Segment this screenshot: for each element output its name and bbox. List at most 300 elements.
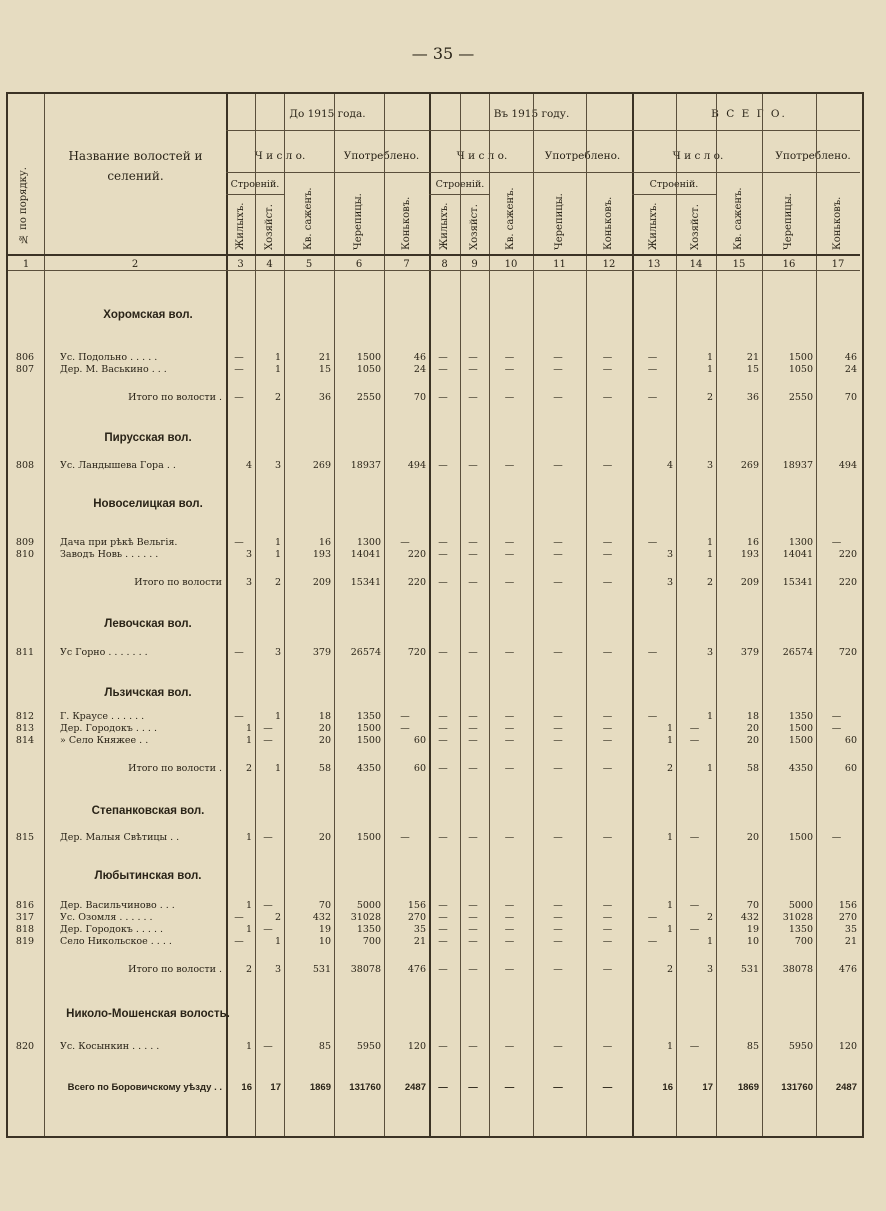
header-name-col: Название волостей и селений. <box>68 149 203 183</box>
value-cell: 1 <box>245 900 252 911</box>
value-cell: 4 <box>666 460 673 471</box>
value-cell: — <box>647 711 658 722</box>
value-cell: 18937 <box>350 460 381 471</box>
value-cell: — <box>647 364 658 375</box>
value-cell: 220 <box>407 549 426 560</box>
row-index: 317 <box>15 912 35 923</box>
subheader-zhilykh: Жилыхъ. <box>438 202 450 250</box>
row-rule <box>429 194 489 195</box>
subheader-cherepitsy: Черепицы. <box>553 193 565 250</box>
value-cell: — <box>553 964 563 975</box>
value-cell: — <box>504 723 515 734</box>
column-rule <box>489 94 490 1136</box>
value-cell: 70 <box>413 392 426 403</box>
column-rule <box>676 94 677 1136</box>
value-cell: 1 <box>274 936 281 947</box>
value-cell: 1500 <box>356 832 381 843</box>
value-cell: 35 <box>413 924 426 935</box>
value-cell: 1350 <box>788 711 813 722</box>
value-cell: — <box>602 352 613 363</box>
value-cell: — <box>689 723 700 734</box>
statistical-table <box>6 92 864 1138</box>
value-cell: — <box>602 912 613 923</box>
value-cell: 16 <box>662 1082 673 1093</box>
value-cell: — <box>602 1041 613 1052</box>
value-cell: — <box>438 392 448 403</box>
value-cell: — <box>400 537 410 548</box>
value-cell: 3 <box>706 460 713 471</box>
page-number: — 35 — <box>411 44 475 63</box>
value-cell: 1 <box>666 723 673 734</box>
column-number: 2 <box>131 259 139 270</box>
value-cell: — <box>438 832 448 843</box>
value-cell: — <box>504 1082 515 1093</box>
column-rule <box>716 94 717 1136</box>
value-cell: — <box>234 711 244 722</box>
row-index: 814 <box>15 735 35 746</box>
value-cell: 36 <box>746 392 759 403</box>
value-cell: 1 <box>706 711 713 722</box>
settlement-name: Ус Горно . . . . . . . <box>60 647 148 658</box>
value-cell: 1 <box>666 924 673 935</box>
value-cell: — <box>263 1041 273 1052</box>
district-title: Льзичская вол. <box>104 687 192 699</box>
value-cell: — <box>602 900 613 911</box>
value-cell: — <box>468 711 478 722</box>
value-cell: 20 <box>318 832 331 843</box>
settlement-name: Дер. Городокъ . . . . <box>60 723 157 734</box>
value-cell: 20 <box>746 735 759 746</box>
subheader-khozyaist: Хозяйст. <box>468 204 480 250</box>
header-chislo-3: Ч и с л о. <box>672 150 724 162</box>
subheader-cherepitsy: Черепицы. <box>353 193 364 250</box>
column-rule <box>334 94 335 1136</box>
value-cell: 60 <box>844 763 857 774</box>
value-cell: — <box>438 577 448 588</box>
value-cell: — <box>553 936 563 947</box>
district-title: Любытинская вол. <box>94 870 202 882</box>
value-cell: 1 <box>245 832 252 843</box>
value-cell: — <box>647 537 658 548</box>
value-cell: — <box>438 924 448 935</box>
value-cell: — <box>553 900 563 911</box>
value-cell: 10 <box>746 936 759 947</box>
value-cell: 14041 <box>782 549 813 560</box>
value-cell: — <box>234 936 244 947</box>
value-cell: 21 <box>746 352 759 363</box>
district-title: Степанковская вол. <box>91 805 205 817</box>
value-cell: 5950 <box>788 1041 813 1052</box>
value-cell: — <box>689 900 700 911</box>
column-number: 12 <box>602 259 616 270</box>
value-cell: 379 <box>312 647 331 658</box>
value-cell: 4350 <box>356 763 381 774</box>
value-cell: — <box>504 647 515 658</box>
value-cell: — <box>831 832 842 843</box>
row-index: 811 <box>15 647 35 658</box>
value-cell: — <box>468 647 478 658</box>
value-cell: 4 <box>245 460 252 471</box>
row-rule <box>226 194 284 195</box>
value-cell: 1 <box>706 364 713 375</box>
value-cell: 15 <box>746 364 759 375</box>
value-cell: — <box>400 832 410 843</box>
column-rule <box>460 94 461 1136</box>
value-cell: — <box>504 352 515 363</box>
value-cell: 15341 <box>782 577 813 588</box>
district-title: Хоромская вол. <box>103 309 193 321</box>
value-cell: — <box>553 460 563 471</box>
value-cell: 1500 <box>356 723 381 734</box>
column-number: 17 <box>831 259 845 270</box>
settlement-name: Итого по волости . <box>128 763 222 774</box>
subheader-khozyaist: Хозяйст. <box>263 204 275 250</box>
settlement-name: Итого по волости . <box>128 964 222 975</box>
header-chislo-2: Ч и с л о. <box>456 150 508 162</box>
value-cell: 379 <box>740 647 759 658</box>
value-cell: 1500 <box>788 735 813 746</box>
value-cell: — <box>438 735 448 746</box>
value-cell: — <box>468 924 478 935</box>
column-number: 5 <box>305 259 313 270</box>
value-cell: — <box>602 735 613 746</box>
value-cell: — <box>263 735 273 746</box>
value-cell: 1 <box>274 352 281 363</box>
value-cell: 36 <box>318 392 331 403</box>
value-cell: — <box>553 832 563 843</box>
value-cell: 24 <box>413 364 426 375</box>
value-cell: — <box>504 763 515 774</box>
value-cell: 209 <box>312 577 331 588</box>
value-cell: — <box>468 936 478 947</box>
value-cell: — <box>438 1041 448 1052</box>
value-cell: — <box>234 392 244 403</box>
value-cell: 1 <box>245 723 252 734</box>
value-cell: — <box>602 537 613 548</box>
value-cell: 269 <box>740 460 759 471</box>
value-cell: 131760 <box>781 1082 813 1093</box>
value-cell: 1 <box>706 352 713 363</box>
value-cell: — <box>602 936 613 947</box>
value-cell: — <box>504 832 515 843</box>
value-cell: 15 <box>318 364 331 375</box>
value-cell: 1500 <box>356 735 381 746</box>
value-cell: 58 <box>746 763 759 774</box>
value-cell: — <box>553 647 563 658</box>
value-cell: 21 <box>413 936 426 947</box>
value-cell: — <box>504 900 515 911</box>
value-cell: 1 <box>706 537 713 548</box>
value-cell: 1 <box>245 924 252 935</box>
value-cell: — <box>553 1082 563 1093</box>
row-index: 809 <box>15 537 35 548</box>
value-cell: 2 <box>706 577 713 588</box>
value-cell: — <box>647 352 658 363</box>
column-rule <box>44 94 45 1136</box>
value-cell: — <box>438 364 448 375</box>
value-cell: — <box>263 723 273 734</box>
column-rule <box>632 94 634 1136</box>
value-cell: 476 <box>407 964 426 975</box>
value-cell: — <box>468 1041 478 1052</box>
row-index: 820 <box>15 1041 35 1052</box>
column-number: 4 <box>266 259 273 270</box>
value-cell: 60 <box>413 763 426 774</box>
value-cell: 3 <box>245 549 252 560</box>
value-cell: — <box>647 912 658 923</box>
column-rule <box>255 94 256 1136</box>
value-cell: — <box>553 577 563 588</box>
settlement-name: Дер. Малыя Свѣтицы . . <box>60 832 180 843</box>
value-cell: — <box>468 912 478 923</box>
value-cell: 1 <box>706 936 713 947</box>
row-rule <box>226 172 860 173</box>
value-cell: — <box>504 537 515 548</box>
value-cell: — <box>438 912 448 923</box>
settlement-name: Дер. Васильчиново . . . <box>60 900 175 911</box>
value-cell: 16 <box>318 537 331 548</box>
value-cell: 2550 <box>356 392 381 403</box>
column-rule <box>429 94 431 1136</box>
value-cell: — <box>602 1082 613 1093</box>
value-cell: 120 <box>838 1041 857 1052</box>
district-title: Новоселицкая вол. <box>93 498 203 510</box>
column-number: 14 <box>689 259 703 270</box>
row-index: 816 <box>15 900 35 911</box>
value-cell: — <box>468 392 478 403</box>
value-cell: — <box>400 723 410 734</box>
column-number: 13 <box>647 259 661 270</box>
settlement-name: Ус. Озомля . . . . . . <box>60 912 153 923</box>
value-cell: 1500 <box>356 352 381 363</box>
column-rule <box>226 94 228 1136</box>
value-cell: — <box>602 460 613 471</box>
settlement-name: Ус. Ландышева Гора . . <box>60 460 176 471</box>
row-index: 815 <box>15 832 35 843</box>
value-cell: — <box>831 723 842 734</box>
value-cell: 24 <box>844 364 857 375</box>
value-cell: — <box>438 711 448 722</box>
value-cell: — <box>504 460 515 471</box>
value-cell: — <box>438 723 448 734</box>
value-cell: 85 <box>746 1041 759 1052</box>
value-cell: 1300 <box>788 537 813 548</box>
value-cell: — <box>602 832 613 843</box>
value-cell: 35 <box>844 924 857 935</box>
value-cell: 3 <box>706 964 713 975</box>
column-number: 10 <box>504 259 518 270</box>
value-cell: — <box>831 537 842 548</box>
header-stroeniy-3: Строеній. <box>649 179 699 190</box>
header-upotr-3: Употреблено. <box>775 150 851 162</box>
value-cell: — <box>504 924 515 935</box>
value-cell: 26574 <box>350 647 381 658</box>
header-upotr-2: Употреблено. <box>544 150 621 162</box>
value-cell: 2 <box>706 912 713 923</box>
column-number: 7 <box>403 259 410 270</box>
value-cell: — <box>468 723 478 734</box>
column-number: 1 <box>22 259 30 270</box>
value-cell: — <box>438 900 448 911</box>
value-cell: — <box>602 647 613 658</box>
value-cell: 60 <box>844 735 857 746</box>
value-cell: 156 <box>838 900 857 911</box>
value-cell: — <box>831 711 842 722</box>
value-cell: — <box>438 549 448 560</box>
header-upotr-1: Употреблено. <box>343 150 420 162</box>
value-cell: 1350 <box>356 711 381 722</box>
value-cell: 1350 <box>356 924 381 935</box>
value-cell: 1 <box>274 537 281 548</box>
value-cell: 1 <box>706 549 713 560</box>
value-cell: 1 <box>274 549 281 560</box>
header-num-col: № по порядку. <box>18 167 29 244</box>
value-cell: 1 <box>666 1041 673 1052</box>
value-cell: 38078 <box>782 964 813 975</box>
value-cell: 3 <box>706 647 713 658</box>
value-cell: — <box>504 711 515 722</box>
value-cell: 700 <box>794 936 813 947</box>
value-cell: 17 <box>270 1082 281 1093</box>
value-cell: 432 <box>740 912 759 923</box>
value-cell: 209 <box>740 577 759 588</box>
value-cell: — <box>438 964 448 975</box>
subheader-kv_sazhen: Кв. саженъ. <box>303 187 314 250</box>
value-cell: 1 <box>245 1041 252 1052</box>
row-rule <box>226 130 860 131</box>
value-cell: 1 <box>274 364 281 375</box>
value-cell: 156 <box>407 900 426 911</box>
value-cell: 1050 <box>356 364 381 375</box>
value-cell: — <box>602 549 613 560</box>
row-index: 818 <box>15 924 35 935</box>
value-cell: — <box>468 577 478 588</box>
settlement-name: Итого по волости <box>134 577 222 588</box>
settlement-name: Дер. Городокъ . . . . . <box>60 924 164 935</box>
value-cell: — <box>468 537 478 548</box>
value-cell: — <box>438 352 448 363</box>
value-cell: 46 <box>413 352 426 363</box>
row-rule <box>8 254 860 256</box>
value-cell: — <box>553 912 563 923</box>
column-number: 16 <box>782 259 796 270</box>
value-cell: 700 <box>362 936 381 947</box>
header-stroeniy-1: Строеній. <box>230 179 280 190</box>
value-cell: — <box>647 392 658 403</box>
value-cell: — <box>468 832 478 843</box>
row-rule <box>8 270 860 271</box>
value-cell: 1869 <box>737 1082 759 1093</box>
value-cell: 269 <box>312 460 331 471</box>
column-rule <box>384 94 385 1136</box>
value-cell: — <box>504 577 515 588</box>
value-cell: 2 <box>666 964 673 975</box>
value-cell: 2487 <box>404 1082 426 1093</box>
header-period-before-1915: До 1915 года. <box>289 108 366 120</box>
subheader-konkov: Коньковъ. <box>832 196 843 250</box>
value-cell: 494 <box>838 460 857 471</box>
value-cell: — <box>553 723 563 734</box>
column-number: 11 <box>553 259 566 270</box>
value-cell: 15341 <box>350 577 381 588</box>
settlement-name: Дача при рѣкѣ Вельгія. <box>60 537 178 548</box>
value-cell: — <box>602 711 613 722</box>
value-cell: 31028 <box>782 912 813 923</box>
value-cell: 1300 <box>356 537 381 548</box>
value-cell: — <box>468 1082 478 1093</box>
value-cell: 31028 <box>350 912 381 923</box>
value-cell: 220 <box>407 577 426 588</box>
column-rule <box>533 94 534 1136</box>
column-rule <box>816 94 817 1136</box>
value-cell: 193 <box>740 549 759 560</box>
value-cell: 1350 <box>788 924 813 935</box>
value-cell: — <box>468 900 478 911</box>
value-cell: — <box>438 1082 448 1093</box>
value-cell: — <box>689 832 700 843</box>
value-cell: — <box>234 352 244 363</box>
value-cell: — <box>504 549 515 560</box>
value-cell: — <box>602 364 613 375</box>
settlement-name: Ус. Косынкин . . . . . <box>60 1041 160 1052</box>
settlement-name: Всего по Боровичскому уѣзду . . <box>67 1082 222 1093</box>
column-number: 6 <box>355 259 363 270</box>
settlement-name: Г. Краусе . . . . . . <box>60 711 145 722</box>
value-cell: 46 <box>844 352 857 363</box>
value-cell: 270 <box>407 912 426 923</box>
value-cell: 1 <box>274 711 281 722</box>
settlement-name: Заводъ Новь . . . . . . <box>60 549 159 560</box>
value-cell: 2 <box>666 763 673 774</box>
value-cell: 1 <box>274 763 281 774</box>
value-cell: 19 <box>318 924 331 935</box>
value-cell: 1 <box>245 735 252 746</box>
value-cell: 2 <box>245 964 252 975</box>
value-cell: — <box>263 900 273 911</box>
subheader-kv_sazhen: Кв. саженъ. <box>505 187 516 250</box>
value-cell: — <box>553 392 563 403</box>
value-cell: 3 <box>666 577 673 588</box>
value-cell: 2 <box>274 577 281 588</box>
header-period-total: В С Е Г О. <box>711 108 787 120</box>
value-cell: — <box>263 832 273 843</box>
value-cell: — <box>438 763 448 774</box>
column-number: 15 <box>732 259 746 270</box>
column-number: 8 <box>441 259 448 270</box>
value-cell: 58 <box>318 763 331 774</box>
value-cell: — <box>553 549 563 560</box>
value-cell: — <box>468 735 478 746</box>
value-cell: 1 <box>706 763 713 774</box>
value-cell: — <box>400 711 410 722</box>
value-cell: 16 <box>241 1082 252 1093</box>
value-cell: 3 <box>274 647 281 658</box>
subheader-cherepitsy: Черепицы. <box>783 193 794 250</box>
value-cell: 4350 <box>788 763 813 774</box>
value-cell: 85 <box>318 1041 331 1052</box>
value-cell: 5000 <box>788 900 813 911</box>
value-cell: 38078 <box>350 964 381 975</box>
value-cell: — <box>553 711 563 722</box>
value-cell: — <box>468 364 478 375</box>
column-number: 3 <box>237 259 244 270</box>
value-cell: — <box>468 549 478 560</box>
value-cell: 70 <box>844 392 857 403</box>
value-cell: — <box>602 392 613 403</box>
value-cell: 220 <box>838 577 857 588</box>
value-cell: — <box>234 647 244 658</box>
value-cell: — <box>504 964 515 975</box>
